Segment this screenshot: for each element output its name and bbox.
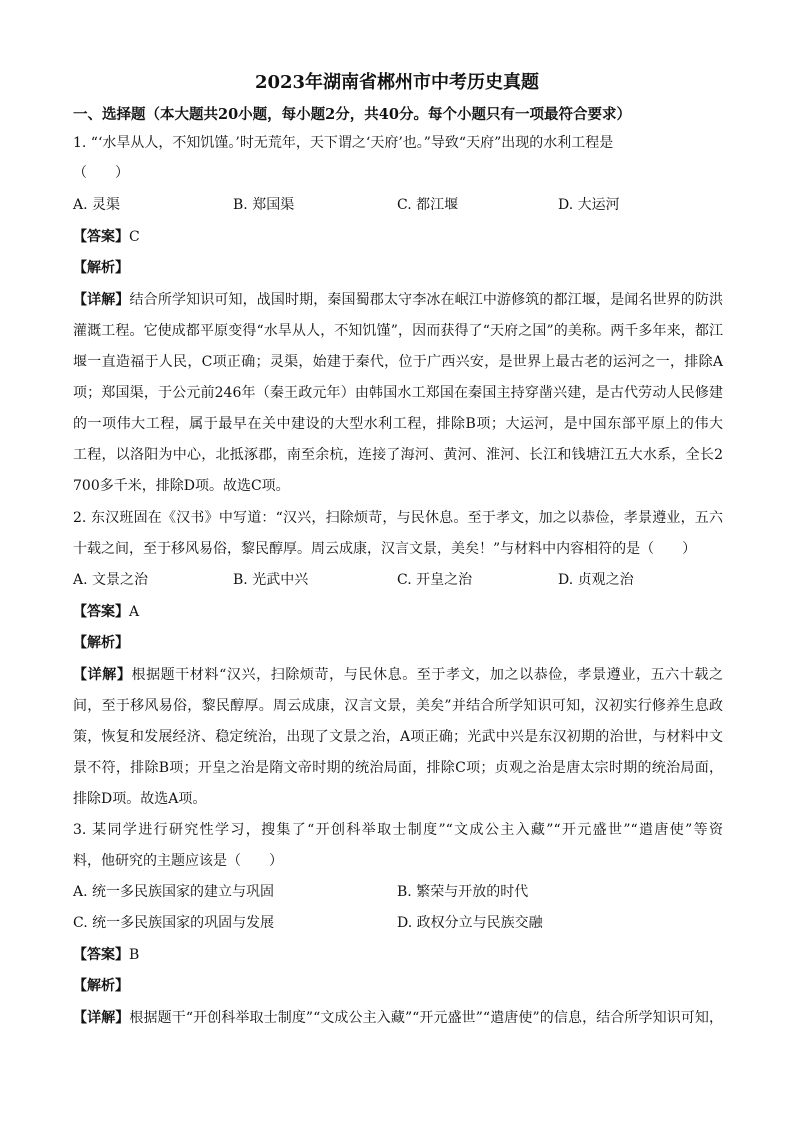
answer-tag: 【答案】 [73, 947, 129, 963]
q2-option-a: A. 文景之治 [73, 572, 149, 588]
q1-option-b: B. 郑国渠 [233, 197, 295, 213]
q3-option-d: D. 政权分立与民族交融 [397, 915, 543, 931]
q1-detail-line-2: 灌溉工程。它使成都平原变得“水旱从人，不知饥馑”，因而获得了“天府之国”的美称。两千多年来，都江 [73, 323, 723, 339]
answer-tag: 【答案】 [73, 229, 129, 245]
detail-tag: 【详解】 [73, 292, 130, 308]
detail-text: 根据题干材料“汉兴，扫除烦苛，与民休息。至于孝文，加之以恭俭，孝景遵业，五六十载之 [131, 667, 724, 683]
detail-tag: 【详解】 [73, 667, 132, 683]
q1-option-c: C. 都江堰 [397, 197, 459, 213]
q3-option-c: C. 统一多民族国家的巩固与发展 [73, 915, 275, 931]
answer-tag: 【答案】 [73, 604, 129, 620]
q2-detail-line-4: 景不符，排除B项；开皇之治是隋文帝时期的统治局面，排除C项；贞观之治是唐太宗时期的统治局面， [73, 760, 723, 776]
detail-text: 结合所学知识可知，战国时期，秦国蜀郡太守李冰在岷江中游修筑的都江堰，是闻名世界的防洪 [129, 292, 724, 308]
q2-answer [73, 602, 723, 622]
q2-detail-line-3: 策，恢复和发展经济、稳定统治，出现了文景之治，A项正确；光武中兴是东汉初期的治世，与材料中文 [73, 729, 723, 745]
q1-answer [73, 227, 723, 247]
q1-detail-line-3: 堰一直造福于人民，C项正确；灵渠，始建于秦代，位于广西兴安，是世界上最古老的运河之一，排除A [73, 354, 723, 370]
answer-value: A [129, 604, 140, 620]
q1-option-d: D. 大运河 [558, 197, 620, 213]
q2-option-d: D. 贞观之治 [558, 572, 634, 588]
answer-value: B [129, 947, 140, 963]
q3-stem-line-2: 料，他研究的主题应该是（ ） [73, 853, 283, 869]
page-title: 2023年湖南省郴州市中考历史真题 [254, 72, 540, 93]
q1-detail-line-4: 项；郑国渠，于公元前246年（秦王政元年）由韩国水工郑国在秦国主持穿凿兴建，是古代劳动人民修建 [73, 385, 723, 401]
q1-detail-line-6: 工程，以洛阳为中心，北抵涿郡，南至余杭，连接了海河、黄河、淮河、长江和钱塘江五大水系，全长2 [73, 447, 723, 463]
q3-detail-line-1 [73, 1008, 723, 1028]
q1-option-a: A. 灵渠 [73, 197, 121, 213]
q1-analysis-tag: 【解析】 [73, 260, 129, 276]
q2-option-c: C. 开皇之治 [397, 572, 473, 588]
q1-stem-line-1: 1. “‘水旱从人，不知饥馑。’时无荒年，天下谓之‘天府’也。”导致“天府”出现的水利工程是 [73, 135, 614, 151]
detail-tag: 【详解】 [73, 1010, 130, 1026]
q2-detail-line-5: 排除D项。故选A项。 [73, 791, 207, 807]
q1-stem-line-2: （ ） [73, 165, 129, 181]
q1-detail-line-5: 的一项伟大工程，属于最早在关中建设的大型水利工程，排除B项；大运河，是中国东部平原上的伟大 [73, 416, 723, 432]
q3-answer [73, 945, 723, 965]
q2-stem-line-2: 十载之间，至于移风易俗，黎民醇厚。周云成康，汉言文景，美矣！”与材料中内容相符的是（ ） [73, 541, 697, 557]
q1-detail-line-1 [73, 290, 723, 310]
answer-value: C [129, 229, 140, 245]
q3-analysis-tag: 【解析】 [73, 978, 129, 994]
q1-detail-line-7: 700多千米，排除D项。故选C项。 [73, 478, 290, 494]
q2-stem-line-1: 2. 东汉班固在《汉书》中写道：“汉兴，扫除烦苛，与民休息。至于孝文，加之以恭俭，孝景遵业，五六 [73, 510, 723, 526]
q3-stem-line-1: 3. 某同学进行研究性学习，搜集了“开创科举取士制度”“文成公主入藏”“开元盛世”“遣唐使”等资 [73, 822, 723, 838]
q2-option-b: B. 光武中兴 [233, 572, 309, 588]
q3-option-b: B. 繁荣与开放的时代 [397, 884, 529, 900]
section-heading: 一、选择题（本大题共20小题，每小题2分，共40分。每个小题只有一项最符合要求） [73, 106, 631, 123]
q2-detail-line-1 [73, 665, 723, 685]
detail-text: 根据题干“开创科举取士制度”“文成公主入藏”“开元盛世”“遣唐使”的信息，结合所学知识可知， [129, 1010, 724, 1026]
q2-detail-line-2: 间，至于移风易俗，黎民醇厚。周云成康，汉言文景，美矣”并结合所学知识可知，汉初实行修养生息政 [73, 698, 723, 714]
q3-option-a: A. 统一多民族国家的建立与巩固 [73, 884, 275, 900]
q2-analysis-tag: 【解析】 [73, 635, 129, 651]
